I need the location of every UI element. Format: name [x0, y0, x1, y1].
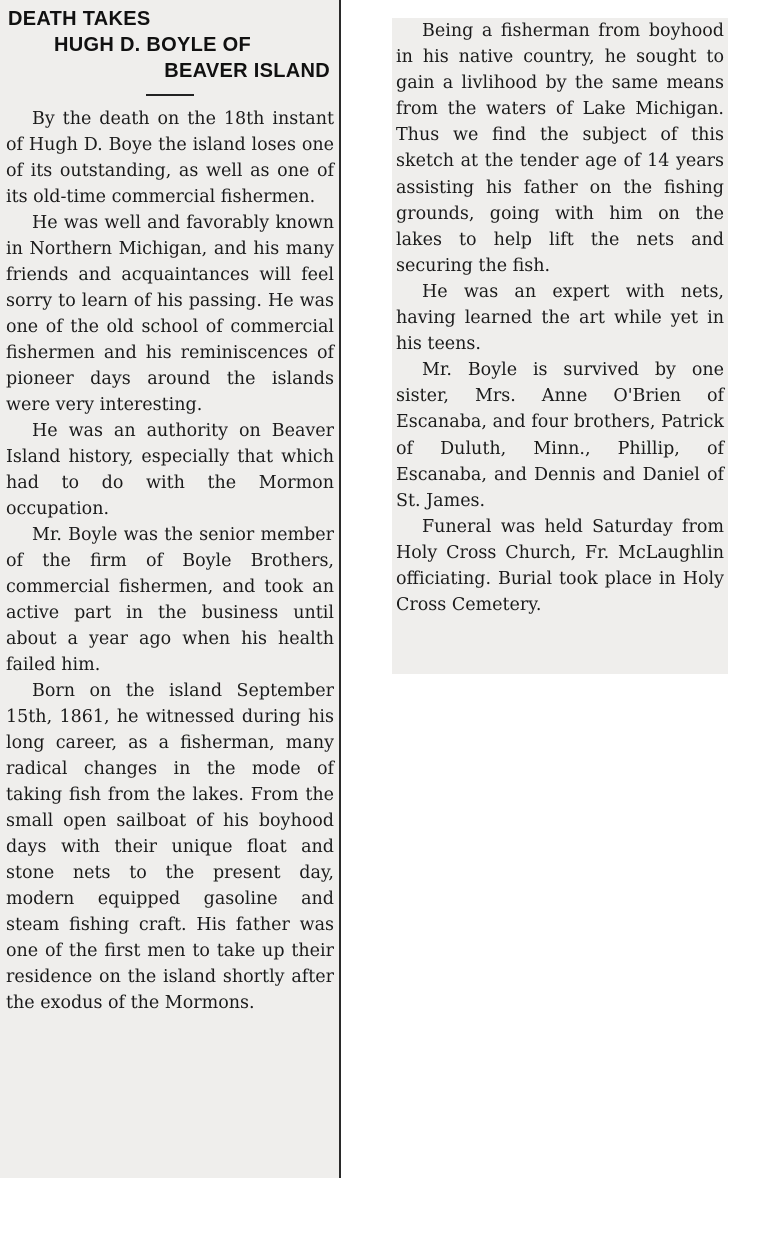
headline-divider [146, 94, 194, 96]
article-column-right [392, 18, 728, 674]
paragraph-left-3: He was an authority on Beaver Island history, especially that which had to do with the Mormon occupation. [6, 421, 334, 519]
paragraph-right-4: Funeral was held Saturday from Holy Cross Church, Fr. McLaughlin officiating. Burial took place in Holy Cross Cemetery. [396, 516, 724, 616]
paragraph-right-3: Mr. Boyle is survived by one sister, Mrs. Anne O'Brien of Escanaba, and four brothers, Patrick of Duluth, Minn., Phillip, of Escanaba, and Dennis and Daniel of St. James. [396, 360, 724, 511]
paragraph-right-1: Being a fisherman from boyhood in his native country, he sought to gain a livlihood by the same means from the waters of Lake Michigan. Thus we find the subject of this sketch at the tender age of 14 years assisting his father on the fishing grounds, going with him on the lakes to help lift the nets and securing the fish. [396, 21, 724, 276]
headline-line-2: HUGH D. BOYLE OF [54, 34, 252, 56]
paragraph-left-4: Mr. Boyle was the senior member of the firm of Boyle Brothers, commercial fishermen, and took an active part in the business until about a year ago when his health failed him. [6, 525, 334, 675]
paragraph-left-2: He was well and favorably known in Northern Michigan, and his many friends and acquaintances will feel sorry to learn of his passing. He was one of the old school of commercial fishermen and his reminiscences of pioneer days around the islands were very interesting. [6, 213, 334, 415]
paragraph-right-2: He was an expert with nets, having learned the art while yet in his teens. [396, 281, 724, 355]
headline-line-1: DEATH TAKES [8, 8, 151, 30]
paragraph-left-1: By the death on the 18th instant of Hugh D. Boye the island loses one of its outstanding, as well as one of its old-time commercial fishermen. [6, 109, 334, 207]
article-column-left [0, 0, 341, 1178]
headline-line-3: BEAVER ISLAND [164, 60, 330, 82]
paragraph-left-5: Born on the island September 15th, 1861, he witnessed during his long career, as a fisherman, many radical changes in the mode of taking fish from the lakes. From the small open sailboat of his boyhood days with their unique float and stone nets to the present day, modern equipped gasoline and steam fishing craft. His father was one of the first men to take up their residence on the island shortly after the exodus of the Mormons. [6, 681, 334, 1013]
